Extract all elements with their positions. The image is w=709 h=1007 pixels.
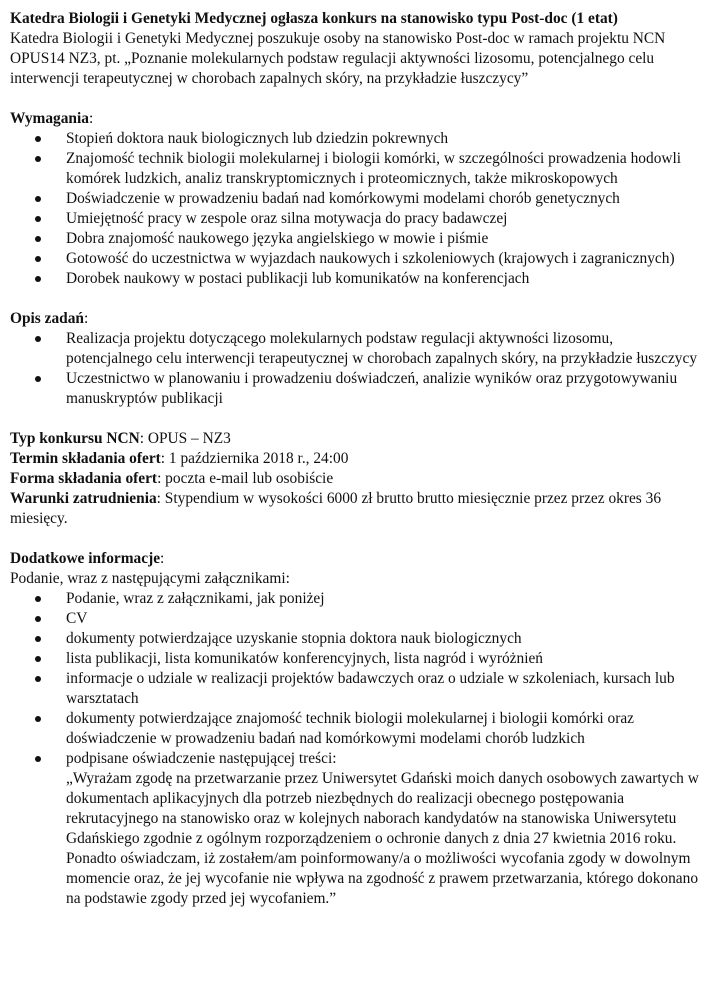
tasks-heading: Opis zadań xyxy=(10,310,84,327)
list-item-text: Uczestnictwo w planowaniu i prowadzeniu doświadczeń, analizie wyników oraz przygotowywaniu manuskryptów publikacji xyxy=(66,370,678,407)
employment-conditions-label: Warunki zatrudnienia xyxy=(10,490,157,507)
list-item xyxy=(66,609,702,629)
list-item xyxy=(66,649,702,669)
list-item xyxy=(66,269,702,289)
list-item-text: Realizacja projektu dotyczącego molekularnych podstaw regulacji aktywności lizosomu, potencjalnego celu interwencji terapeutycznej w chorobach zapalnych skóry, na przykładzie łuszczycy xyxy=(66,330,698,367)
deadline-value: : 1 października 2018 r., 24:00 xyxy=(160,450,349,467)
employment-conditions xyxy=(10,489,702,529)
bullet-icon xyxy=(35,656,41,662)
list-item-text: dokumenty potwierdzające uzyskanie stopnia doktora nauk biologicznych xyxy=(66,630,522,647)
bullet-icon xyxy=(35,196,41,202)
bullet-icon xyxy=(35,256,41,262)
bullet-icon xyxy=(35,156,41,162)
attachments-list xyxy=(10,589,702,909)
bullet-icon xyxy=(35,716,41,722)
requirements-list xyxy=(10,129,702,289)
list-item xyxy=(66,669,702,709)
list-item xyxy=(66,369,702,409)
list-item-text: lista publikacji, lista komunikatów konferencyjnych, lista nagród i wyróżnień xyxy=(66,650,543,667)
list-item-text: Doświadczenie w prowadzeniu badań nad komórkowymi modelami chorób genetycznych xyxy=(66,190,620,207)
list-item xyxy=(66,249,702,269)
list-item xyxy=(66,329,702,369)
bullet-icon xyxy=(35,236,41,242)
list-item-text: dokumenty potwierdzające znajomość technik biologii molekularnej i biologii komórki oraz doświadczenie w prowadzeniu badań nad komórkowymi modelami chorób ludzkich xyxy=(66,710,635,747)
list-item-text: Dorobek naukowy w postaci publikacji lub komunikatów na konferencjach xyxy=(66,270,530,287)
requirements-heading-line: Wymagania: xyxy=(10,110,94,127)
consent-statement: „Wyrażam zgodę na przetwarzanie przez Uniwersytet Gdański moich danych osobowych zawartych w dokumentach aplikacyjnych dla potrzeb niezbędnych do realizacji obecnego postępowania rekrutacyjnego na stanowisko oraz w kolejnych naborach kandydatów na stanowiska Uniwersytetu Gdańskiego zgodnie z ogólnym rozporządzeniem o ochronie danych z dnia 27 kwietnia 2016 roku. Ponadto oświadczam, iż zostałem/am poinformowany/a o możliwości wycofania zgody w dowolnym momencie oraz, że jej wycofanie nie wpływa na zgodność z prawem przetwarzania, którego dokonano na podstawie zgody przed jej wycofaniem.” xyxy=(66,770,699,907)
list-item xyxy=(66,129,702,149)
spacer xyxy=(10,529,702,549)
submission-form xyxy=(10,469,702,489)
bullet-icon xyxy=(35,596,41,602)
list-item xyxy=(66,229,702,249)
list-item-text: CV xyxy=(66,610,88,627)
bullet-icon xyxy=(35,676,41,682)
submission-form-label: Forma składania ofert xyxy=(10,470,158,487)
list-item xyxy=(66,589,702,609)
list-item-text: Umiejętność pracy w zespole oraz silna motywacja do pracy badawczej xyxy=(66,210,508,227)
competition-type-label: Typ konkursu NCN xyxy=(10,430,140,447)
additional-intro: Podanie, wraz z następującymi załącznikami: xyxy=(10,570,290,587)
list-item-text: Podanie, wraz z załącznikami, jak poniżej xyxy=(66,590,325,607)
list-item xyxy=(66,749,702,909)
spacer xyxy=(10,289,702,309)
list-item-text: informacje o udziale w realizacji projektów badawczych oraz o udziale w szkoleniach, kursach lub warsztatach xyxy=(66,670,675,707)
bullet-icon xyxy=(35,756,41,762)
bullet-icon xyxy=(35,336,41,342)
list-item-text: podpisane oświadczenie następującej treści: xyxy=(66,750,337,767)
list-item xyxy=(66,189,702,209)
list-item-text: Stopień doktora nauk biologicznych lub dziedzin pokrewnych xyxy=(66,130,449,147)
list-item xyxy=(66,629,702,649)
additional-heading-line: Dodatkowe informacje: xyxy=(10,550,165,567)
tasks-list xyxy=(10,329,702,409)
bullet-icon xyxy=(35,276,41,282)
employment-conditions-value: : Stypendium w wysokości 6000 zł brutto brutto miesięcznie przez przez okres 36 miesięcy. xyxy=(10,490,662,527)
requirements-heading: Wymagania xyxy=(10,110,89,127)
competition-type xyxy=(10,429,702,449)
document-page xyxy=(10,9,702,909)
deadline xyxy=(10,449,702,469)
intro-paragraph: Katedra Biologii i Genetyki Medycznej poszukuje osoby na stanowisko Post-doc w ramach projektu NCN OPUS14 NZ3, pt. „Poznanie molekularnych podstaw regulacji aktywności lizosomu, potencjalnego celu interwencji terapeutycznej w chorobach zapalnych skóry, na przykładzie łuszczycy” xyxy=(10,30,666,87)
bullet-icon xyxy=(35,376,41,382)
bullet-icon xyxy=(35,136,41,142)
bullet-icon xyxy=(35,216,41,222)
list-item xyxy=(66,709,702,749)
list-item-text: Znajomość technik biologii molekularnej i biologii komórki, w szczególności prowadzenia hodowli komórek ludzkich, analiz transkryptomicznych i proteomicznych, także mikroskopowych xyxy=(66,150,682,187)
additional-heading: Dodatkowe informacje xyxy=(10,550,161,567)
tasks-heading-line: Opis zadań: xyxy=(10,310,89,327)
deadline-label: Termin składania ofert xyxy=(10,450,161,467)
spacer xyxy=(10,409,702,429)
list-item xyxy=(66,149,702,189)
list-item-text: Dobra znajomość naukowego języka angielskiego w mowie i piśmie xyxy=(66,230,489,247)
document-title: Katedra Biologii i Genetyki Medycznej ogłasza konkurs na stanowisko typu Post-doc (1 etat) xyxy=(10,10,618,27)
bullet-icon xyxy=(35,636,41,642)
list-item xyxy=(66,209,702,229)
submission-form-value: : poczta e-mail lub osobiście xyxy=(157,470,334,487)
list-item-text: Gotowość do uczestnictwa w wyjazdach naukowych i szkoleniowych (krajowych i zagranicznych) xyxy=(66,250,675,267)
competition-type-value: : OPUS – NZ3 xyxy=(139,430,231,447)
bullet-icon xyxy=(35,616,41,622)
spacer xyxy=(10,89,702,109)
